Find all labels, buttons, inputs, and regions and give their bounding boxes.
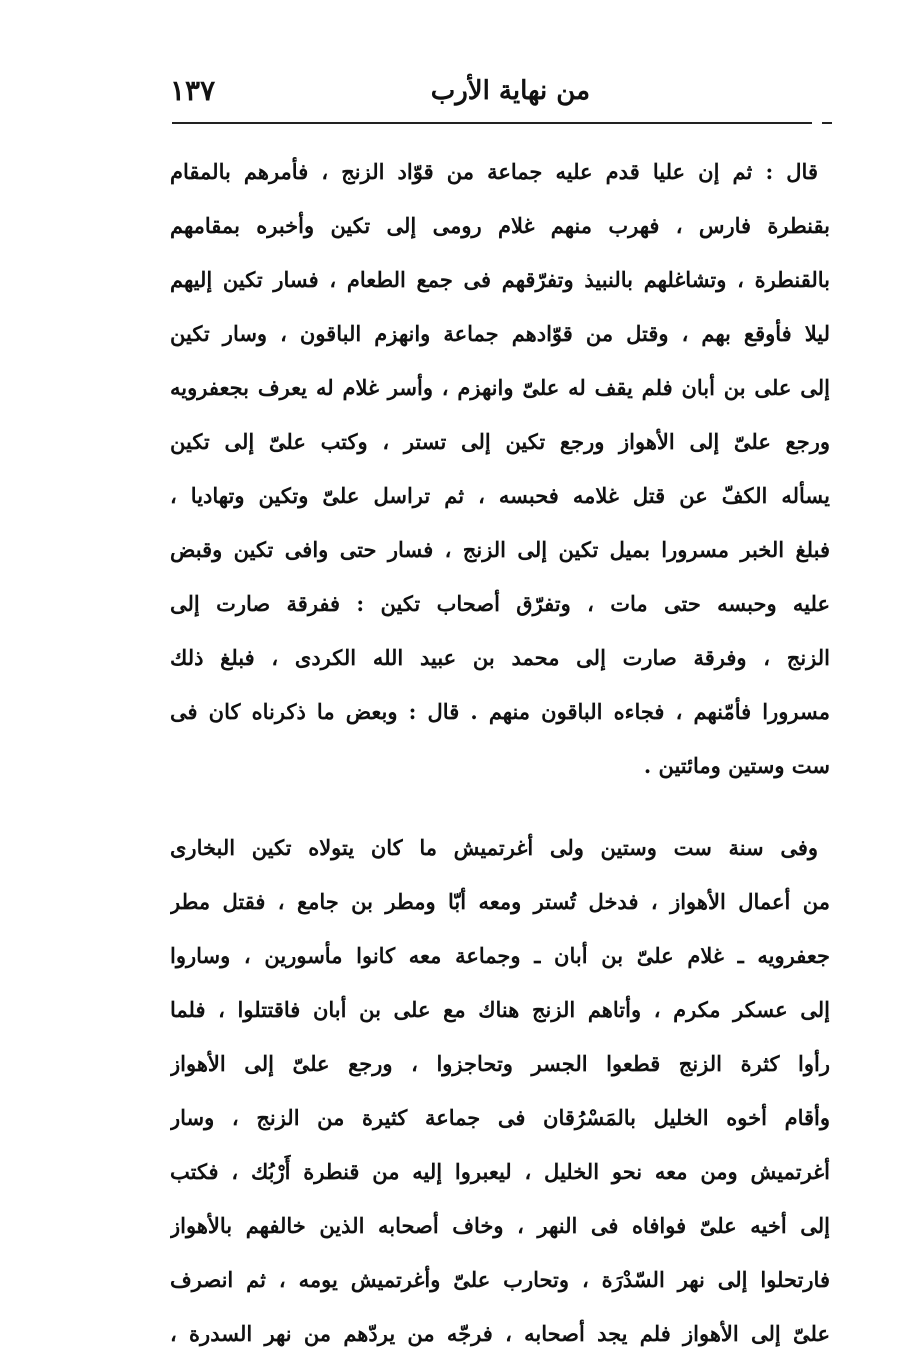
text-line: أغرتميش ومن معه نحو الخليل ، ليعبروا إليه من قنطرة أَرْبُك ، فكتب xyxy=(170,1159,830,1184)
text-line: عليه وحبسه حتى مات ، وتفرّق أصحاب تكين : ففرقة صارت إلى xyxy=(170,591,830,616)
page-number: ١٣٧ xyxy=(170,74,216,107)
text-line: جعفرويه ـ غلام علىّ بن أبان ـ وجماعة معه كانوا مأسورين ، وساروا xyxy=(170,943,830,968)
text-line: ليلا فأوقع بهم ، وقتل من قوّادهم جماعة وانهزم الباقون ، وسار تكين xyxy=(170,321,830,346)
text-line: ست وستين ومائتين . xyxy=(643,753,830,778)
text-line: وفى سنة ست وستين ولى أغرتميش ما كان يتولاه تكين البخارى xyxy=(170,835,818,860)
text-line: وأقام أخوه الخليل بالمَسْرُقان فى جماعة كثيرة من الزنج ، وسار xyxy=(170,1105,830,1130)
text-line: بقنطرة فارس ، فهرب منهم غلام رومى إلى تكين وأخبره بمقامهم xyxy=(170,213,830,238)
text-line: قال : ثم إن عليا قدم عليه جماعة من قوّاد الزنج ، فأمرهم بالمقام xyxy=(170,159,818,184)
text-line: الزنج ، وفرقة صارت إلى محمد بن عبيد الله الكردى ، فبلغ ذلك xyxy=(170,645,830,670)
text-line: مسرورا فأمّنهم ، فجاءه الباقون منهم . قال : وبعض ما ذكرناه كان فى xyxy=(170,699,830,724)
header-rule xyxy=(172,122,812,124)
text-line: من أعمال الأهواز ، فدخل تُستر ومعه أبّا ومطر بن جامع ، فقتل مطر xyxy=(170,889,830,914)
text-line: إلى أخيه علىّ فوافاه فى النهر ، وخاف أصحابه الذين خالفهم بالأهواز xyxy=(170,1213,830,1238)
paragraph-1 xyxy=(170,145,830,793)
text-line: إلى عسكر مكرم ، وأتاهم الزنج هناك مع على بن أبان فاقتتلوا ، فلما xyxy=(170,997,830,1022)
text-line: فبلغ الخبر مسرورا بميل تكين إلى الزنج ، فسار حتى وافى تكين وقبض xyxy=(170,537,830,562)
text-line: رأوا كثرة الزنج قطعوا الجسر وتحاجزوا ، ورجع علىّ إلى الأهواز xyxy=(170,1051,830,1076)
text-line: يسأله الكفّ عن قتل غلامه فحبسه ، ثم تراسل علىّ وتكين وتهاديا ، xyxy=(170,483,830,508)
text-line: علىّ إلى الأهواز فلم يجد أصحابه ، فرجّه من يردّهم من نهر السدرة ، xyxy=(170,1321,830,1346)
paragraph-2 xyxy=(170,821,830,1361)
text-line: فارتحلوا إلى نهر السّدْرَة ، وتحارب علىّ وأغرتميش يومه ، ثم انصرف xyxy=(170,1267,830,1292)
page-header xyxy=(160,70,825,120)
text-line: ورجع علىّ إلى الأهواز ورجع تكين إلى تستر ، وكتب علىّ إلى تكين xyxy=(170,429,830,454)
text-line: إلى على بن أبان فلم يقف له علىّ وانهزم ، وأسر غلام له يعرف بجعفرويه xyxy=(170,375,830,400)
header-rule-tick xyxy=(822,122,832,124)
text-line: بالقنطرة ، وتشاغلهم بالنبيذ وتفرّقهم فى جمع الطعام ، فسار تكين إليهم xyxy=(170,267,830,292)
page-body xyxy=(170,145,830,1361)
running-title: من نهاية الأرب xyxy=(430,76,590,106)
